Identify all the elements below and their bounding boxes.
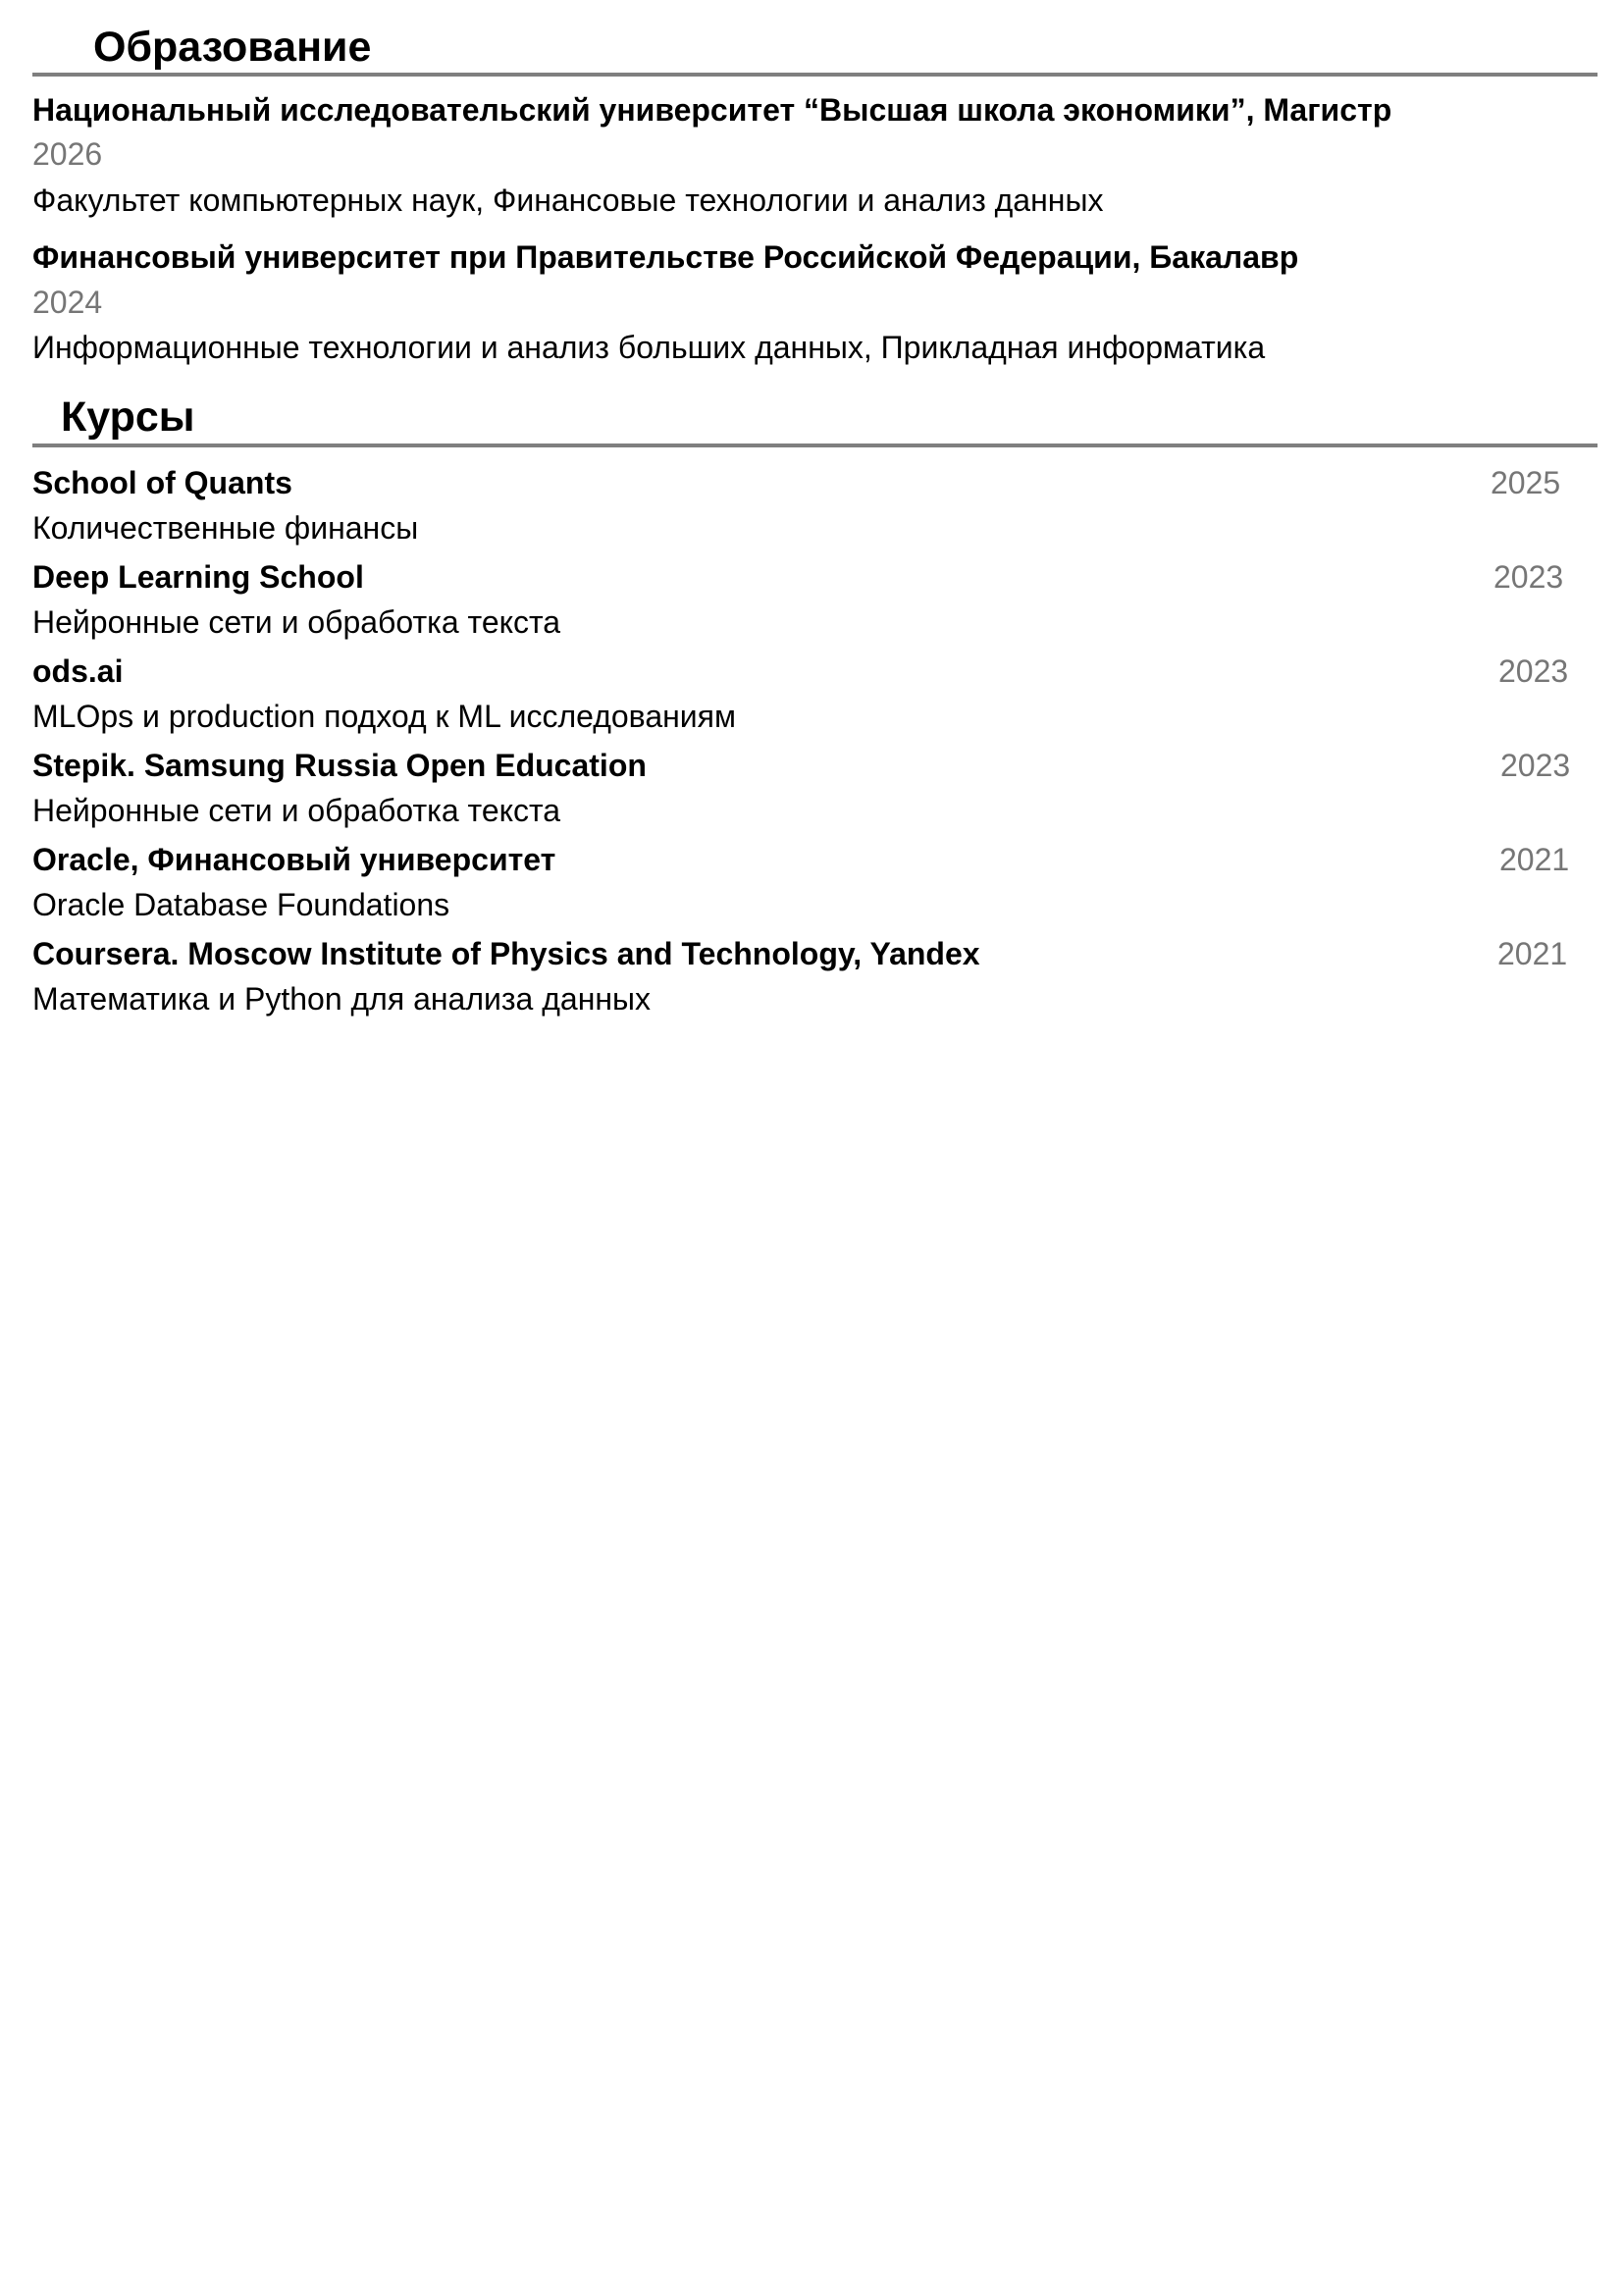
- education-institution: Национальный исследовательский университет “Высшая школа экономики”, Магистр: [32, 92, 1392, 128]
- courses-heading: Курсы: [61, 393, 195, 441]
- course-topic: Количественные финансы: [32, 510, 419, 546]
- course-provider: ods.ai: [32, 653, 124, 689]
- education-year: 2026: [32, 136, 103, 172]
- course-provider: Deep Learning School: [32, 559, 364, 595]
- course-year: 2025: [1491, 465, 1561, 500]
- course-year: 2021: [1497, 936, 1568, 971]
- education-details: Информационные технологии и анализ больших данных, Прикладная информатика: [32, 330, 1266, 365]
- course-provider: School of Quants: [32, 465, 292, 500]
- course-topic: Математика и Python для анализа данных: [32, 981, 652, 1017]
- course-provider: Coursera. Moscow Institute of Physics and Technology, Yandex: [32, 936, 980, 971]
- courses-divider: [32, 444, 1598, 447]
- course-topic: MLOps и production подход к ML исследованиям: [32, 699, 736, 734]
- course-year: 2021: [1499, 842, 1570, 877]
- course-topic: Oracle Database Foundations: [32, 887, 450, 922]
- education-divider: [32, 73, 1598, 77]
- course-topic: Нейронные сети и обработка текста: [32, 604, 561, 640]
- course-year: 2023: [1498, 653, 1569, 689]
- education-heading: Образование: [93, 24, 372, 71]
- education-year: 2024: [32, 285, 103, 320]
- education-details: Факультет компьютерных наук, Финансовые технологии и анализ данных: [32, 183, 1104, 218]
- course-topic: Нейронные сети и обработка текста: [32, 793, 561, 828]
- course-provider: Stepik. Samsung Russia Open Education: [32, 748, 647, 783]
- education-institution: Финансовый университет при Правительстве Российской Федерации, Бакалавр: [32, 239, 1299, 275]
- course-year: 2023: [1500, 748, 1571, 783]
- course-year: 2023: [1493, 559, 1564, 595]
- course-provider: Oracle, Финансовый университет: [32, 842, 556, 877]
